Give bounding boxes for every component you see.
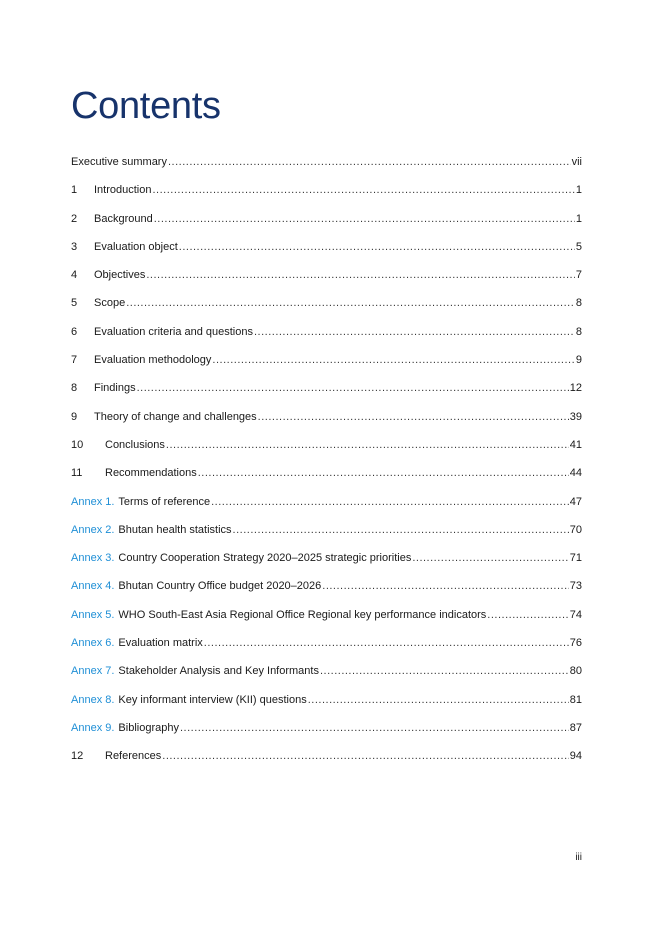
dot-leader	[322, 576, 568, 596]
toc-entry-number: 8	[71, 382, 78, 395]
dot-leader	[137, 378, 569, 398]
toc-entry-page: 71	[569, 552, 582, 565]
toc-entry-page: 41	[569, 438, 582, 451]
toc-entry-title: Country Cooperation Strategy 2020–2025 strategic priorities	[118, 552, 412, 565]
toc-entry[interactable]	[71, 378, 582, 406]
toc-entry-number: 9	[71, 410, 78, 423]
dot-leader	[168, 152, 571, 172]
toc-entry-number: 12	[71, 750, 84, 763]
toc-entry-number: 4	[71, 269, 78, 282]
toc-entry[interactable]	[71, 605, 582, 633]
toc-entry-page: 5	[575, 240, 582, 253]
dot-leader	[254, 322, 575, 342]
dot-leader	[126, 293, 575, 313]
toc-entry-page: 94	[569, 750, 582, 763]
toc-entry-title: Background	[94, 212, 153, 225]
dot-leader	[308, 690, 569, 710]
toc-entry-title: Bhutan Country Office budget 2020–2026	[118, 580, 322, 593]
toc-entry[interactable]	[71, 576, 582, 604]
toc-entry-page: 80	[569, 665, 582, 678]
toc-entry-page: 44	[569, 467, 582, 480]
toc-entry[interactable]	[71, 690, 582, 718]
toc-entry[interactable]	[71, 322, 582, 350]
toc-entry[interactable]	[71, 237, 582, 265]
toc-annex-label: Annex 1.	[71, 495, 115, 508]
toc-entry-page: vii	[571, 156, 582, 168]
toc-entry-page: 73	[569, 580, 582, 593]
toc-entry-number: 2	[71, 212, 78, 225]
toc-entry-page: 87	[569, 721, 582, 734]
toc-annex-label: Annex 9.	[71, 721, 115, 734]
toc-entry-title: WHO South-East Asia Regional Office Regional key performance indicators	[118, 608, 487, 621]
toc-entry[interactable]	[71, 180, 582, 208]
toc-entry[interactable]	[71, 520, 582, 548]
toc-entry[interactable]	[71, 435, 582, 463]
toc-entry-title: Recommendations	[105, 467, 197, 480]
toc-entry-page: 1	[575, 184, 582, 197]
toc-entry-page: 8	[575, 297, 582, 310]
toc-entry[interactable]	[71, 661, 582, 689]
dot-leader	[212, 350, 574, 370]
toc-entry[interactable]	[71, 492, 582, 520]
dot-leader	[166, 435, 569, 455]
toc-entry-page: 7	[575, 269, 582, 282]
toc-annex-label: Annex 5.	[71, 608, 115, 621]
dot-leader	[179, 237, 575, 257]
toc-entry[interactable]	[71, 209, 582, 237]
toc-entry-title: Theory of change and challenges	[94, 410, 257, 423]
toc-entry-page: 1	[575, 212, 582, 225]
toc-entry-title: Introduction	[94, 184, 152, 197]
toc-entry-page: 9	[575, 354, 582, 367]
toc-entry-title: Bhutan health statistics	[118, 523, 232, 536]
toc-entry[interactable]	[71, 350, 582, 378]
table-of-contents	[71, 152, 582, 775]
page-title: Contents	[71, 85, 221, 127]
toc-entry-title: Evaluation matrix	[118, 637, 203, 650]
toc-entry-title: References	[105, 750, 162, 763]
toc-annex-label: Annex 3.	[71, 552, 115, 565]
toc-entry-number: 1	[71, 184, 78, 197]
toc-entry-title: Evaluation criteria and questions	[94, 325, 253, 338]
toc-entry-page: 70	[569, 523, 582, 536]
toc-entry-page: 74	[569, 608, 582, 621]
toc-entry-page: 81	[569, 693, 582, 706]
toc-entry-title: Terms of reference	[118, 495, 211, 508]
toc-entry-number: 6	[71, 325, 78, 338]
toc-entry-number: 10	[71, 438, 84, 451]
toc-entry[interactable]	[71, 463, 582, 491]
toc-entry-page: 76	[569, 637, 582, 650]
toc-entry[interactable]	[71, 293, 582, 321]
dot-leader	[487, 605, 568, 625]
toc-entry-title: Stakeholder Analysis and Key Informants	[118, 665, 319, 678]
toc-entry-page: 8	[575, 325, 582, 338]
dot-leader	[146, 265, 575, 285]
dot-leader	[162, 746, 568, 766]
dot-leader	[204, 633, 569, 653]
toc-entry-title: Objectives	[94, 269, 146, 282]
toc-entry-title: Scope	[94, 297, 126, 310]
toc-entry-number: 3	[71, 240, 78, 253]
dot-leader	[152, 180, 574, 200]
footer-page-number: iii	[575, 852, 582, 863]
toc-annex-label: Annex 8.	[71, 693, 115, 706]
toc-entry-page: 39	[569, 410, 582, 423]
toc-annex-label: Annex 7.	[71, 665, 115, 678]
toc-entry-title: Executive summary	[71, 156, 167, 168]
toc-entry-number: 5	[71, 297, 78, 310]
toc-annex-label: Annex 6.	[71, 637, 115, 650]
dot-leader	[198, 463, 569, 483]
dot-leader	[154, 209, 575, 229]
toc-entry[interactable]	[71, 746, 582, 774]
toc-annex-label: Annex 4.	[71, 580, 115, 593]
dot-leader	[233, 520, 569, 540]
toc-entry[interactable]	[71, 265, 582, 293]
toc-entry-title: Key informant interview (KII) questions	[118, 693, 307, 706]
dot-leader	[320, 661, 569, 681]
toc-entry-number: 7	[71, 354, 78, 367]
dot-leader	[258, 407, 569, 427]
toc-entry-title: Bibliography	[118, 721, 179, 734]
dot-leader	[211, 492, 569, 512]
toc-entry[interactable]	[71, 152, 582, 180]
toc-entry[interactable]	[71, 718, 582, 746]
dot-leader	[180, 718, 569, 738]
toc-entry-page: 47	[569, 495, 582, 508]
dot-leader	[412, 548, 568, 568]
toc-entry-title: Conclusions	[105, 438, 165, 451]
toc-entry-title: Evaluation object	[94, 240, 178, 253]
toc-entry[interactable]	[71, 407, 582, 435]
toc-entry-page: 12	[569, 382, 582, 395]
toc-entry[interactable]	[71, 633, 582, 661]
toc-entry-number: 11	[71, 467, 83, 480]
toc-entry[interactable]	[71, 548, 582, 576]
toc-entry-title: Findings	[94, 382, 136, 395]
toc-entry-title: Evaluation methodology	[94, 354, 212, 367]
toc-annex-label: Annex 2.	[71, 523, 115, 536]
